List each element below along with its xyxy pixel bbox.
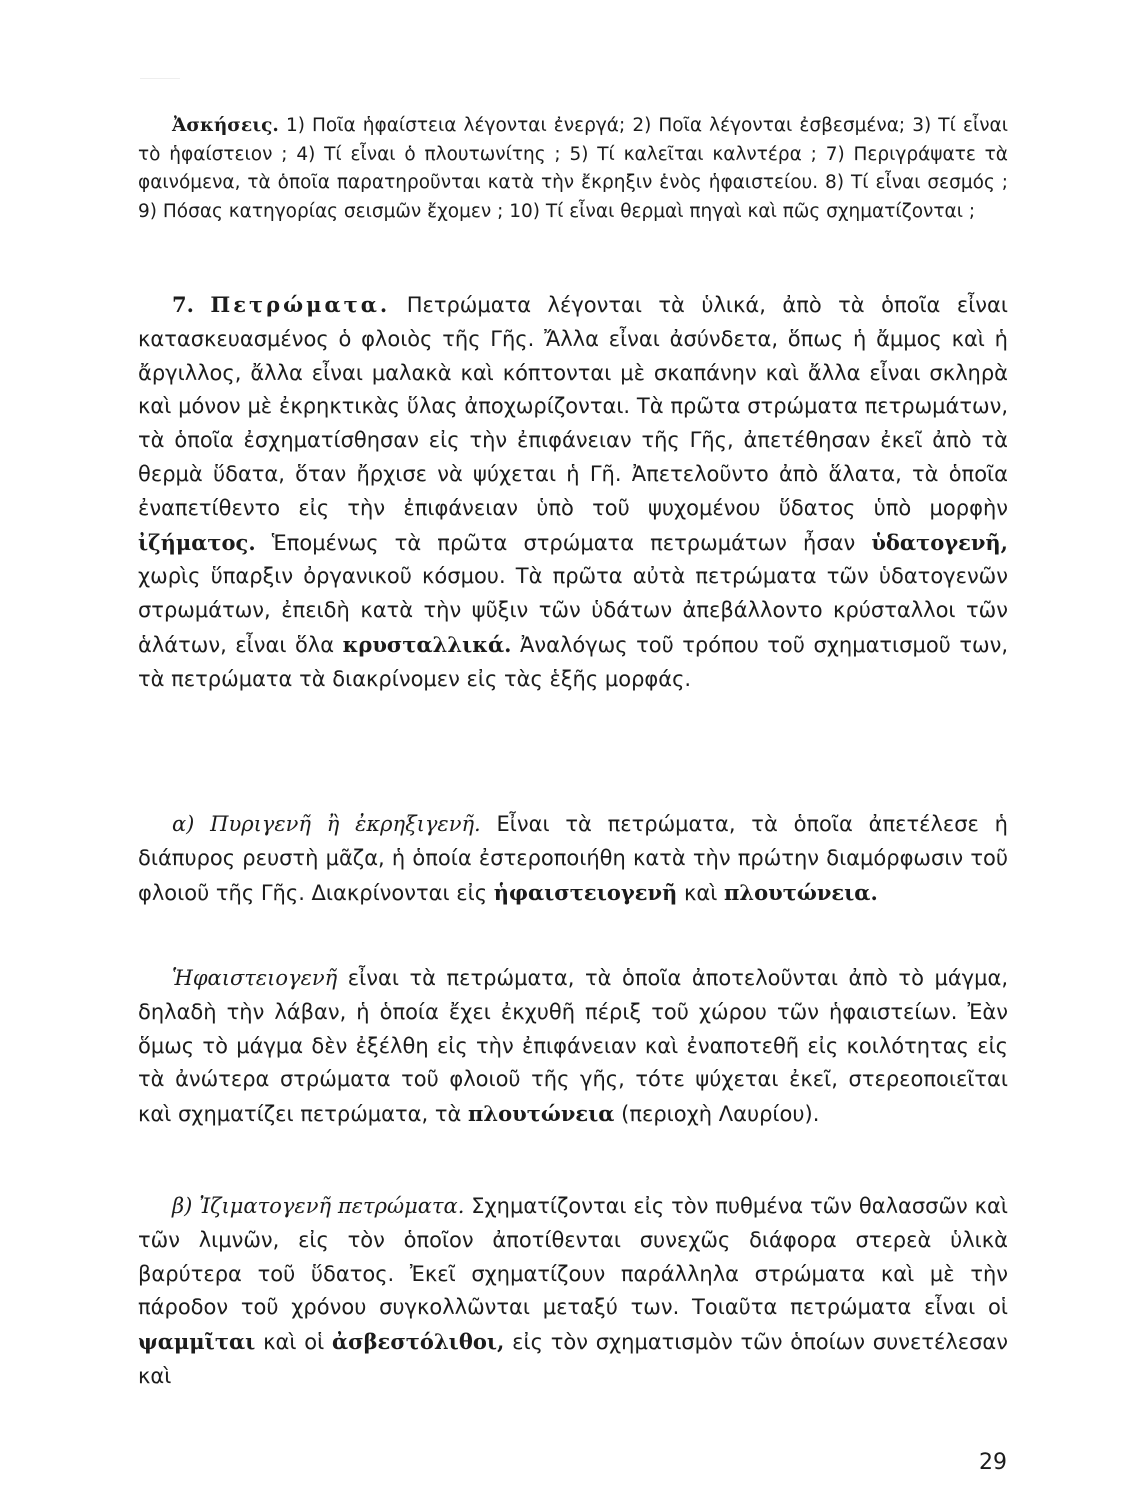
exercises-text: 1) Ποῖα ἡφαίστεια λέγονται ἐνεργά; 2) Ποῖα λέγονται ἐσβεσμένα; 3) Τί εἶναι τὸ ἡφαίστειον ; 4) Τί εἶναι ὁ πλουτωνίτης ; 5) Τί καλεῖται καλντέρα ; 7) Περιγράψατε τὰ φαινόμενα, τὰ ὁποῖα παρατηροῦνται κατὰ τὴν ἔκρηξιν ἑνὸς ἡφαιστείου. 8) Τί εἶναι σεσμός ; 9) Πόσας κατηγορίας σεισμῶν ἔχομεν ; 10) Τί εἶναι θερμαὶ πηγαὶ καὶ πῶς σχηματίζονται ;	[138, 115, 1008, 222]
section-title: Πετρώματα.	[210, 292, 391, 317]
term-volcanic: ἡφαιστειογενῆ	[493, 879, 678, 905]
sedimentary-text-3: εἰς τὸν σχηματισμὸν τῶν ὁποίων συνετέλεσαν καὶ	[138, 1330, 1008, 1388]
term-plutonic: πλουτώνεια.	[724, 879, 878, 905]
term-plutonic-2: πλουτώνεια	[468, 1101, 615, 1127]
pyrogenic-text-2: καὶ	[677, 880, 725, 905]
exercises-paragraph	[138, 112, 1008, 226]
section-text-2: Ἑπομένως τὰ πρῶτα στρώματα πετρωμάτων ἦσαν	[255, 530, 872, 555]
volcanic-paragraph	[138, 962, 1008, 1132]
term-sediment: ἰζήματος.	[138, 529, 256, 555]
volcanic-heading: Ἡφαιστειογενῆ	[172, 966, 338, 990]
sedimentary-paragraph	[138, 1190, 1008, 1394]
term-limestones: ἀσβεστόλιθοι,	[331, 1329, 505, 1355]
pyrogenic-paragraph	[138, 808, 1008, 910]
section-text-4: Ἀναλόγως τοῦ τρόπου τοῦ σχηματισμοῦ των, τὰ πετρώματα τὰ διακρίνομεν εἰς τὰς ἑξῆς μορφάς.	[138, 632, 1008, 691]
section-text-3: χωρὶς ὕπαρξιν ὀργανικοῦ κόσμου. Τὰ πρῶτα αὐτὰ πετρώματα τῶν ὑδατογενῶν στρωμάτων, ἐπειδὴ κατὰ τὴν ψῦξιν τῶν ὑδάτων ἀπεβάλλοντο κρύσταλλοι τῶν ἁλάτων, εἶναι ὅλα	[138, 564, 1008, 657]
term-sandstones: ψαμμῖται	[138, 1329, 256, 1355]
section-number: 7.	[172, 292, 194, 317]
pyrogenic-heading: α) Πυριγενῆ ἢ ἐκρηξιγενῆ.	[172, 812, 481, 836]
sedimentary-text-2: καὶ οἱ	[255, 1330, 332, 1355]
margin-mark	[140, 78, 180, 79]
section-rocks-paragraph	[138, 288, 1008, 697]
sedimentary-text-1: Σχηματίζονται εἰς τὸν πυθμένα τῶν θαλασσῶν καὶ τῶν λιμνῶν, εἰς τὸν ὁποῖον ἀποτίθενται συνεχῶς διάφορα στερεὰ ὑλικὰ βαρύτερα τοῦ ὕδατος. Ἐκεῖ σχηματίζουν παράλληλα στρώματα καὶ μὲ τὴν πάροδον τοῦ χρόνου συγκολλῶνται μεταξύ των. Τοιαῦτα πετρώματα εἶναι οἱ	[138, 1194, 1008, 1320]
pyrogenic-text-1: Εἶναι τὰ πετρώματα, τὰ ὁποῖα ἀπετέλεσε ἡ διάπυρος ρευστὴ μᾶζα, ἡ ὁποία ἐστεροποιήθη κατὰ τὴν πρώτην διαμόρφωσιν τοῦ φλοιοῦ τῆς Γῆς. Διακρίνονται εἰς	[138, 812, 1008, 905]
exercises-label: Ἀσκήσεις.	[172, 115, 279, 136]
section-text-1: Πετρώματα λέγονται τὰ ὑλικά, ἀπὸ τὰ ὁποῖα εἶναι κατασκευασμένος ὁ φλοιὸς τῆς Γῆς. Ἄλλα εἶναι ἀσύνδετα, ὅπως ἡ ἄμμος καὶ ἡ ἄργιλλος, ἄλλα εἶναι μαλακὰ καὶ κόπτονται μὲ σκαπάνην καὶ ἄλλα εἶναι σκληρὰ καὶ μόνον μὲ ἐκρηκτικὰς ὕλας ἀποχωρίζονται. Τὰ πρῶτα στρώματα πετρωμάτων, τὰ ὁποῖα ἐσχηματίσθησαν εἰς τὴν ἐπιφάνειαν τῆς Γῆς, ἀπετέθησαν ἐκεῖ ἀπὸ τὰ θερμὰ ὕδατα, ὅταν ἤρχισε νὰ ψύχεται ἡ Γῆ. Ἀπετελοῦντο ἀπὸ ἅλατα, τὰ ὁποῖα ἐναπετίθεντο εἰς τὴν ἐπιφάνειαν ὑπὸ τοῦ ψυχομένου ὕδατος ὑπὸ μορφὴν	[138, 293, 1008, 520]
sedimentary-heading: β) Ἰζιματογενῆ πετρώματα.	[172, 1194, 465, 1218]
term-crystalline: κρυσταλλικά.	[342, 631, 512, 657]
page-number: 29	[979, 1450, 1007, 1475]
volcanic-text-1: εἶναι τὰ πετρώματα, τὰ ὁποῖα ἀποτελοῦνται ἀπὸ τὸ μάγμα, δηλαδὴ τὴν λάβαν, ἡ ὁποία ἔχει ἐκχυθῆ πέριξ τοῦ χώρου τῶν ἡφαιστείων. Ἐὰν ὅμως τὸ μάγμα δὲν ἐξέλθη εἰς τὴν ἐπιφάνειαν καὶ ἐναποτεθῆ εἰς κοιλότητας εἰς τὰ ἀνώτερα στρώματα τοῦ φλοιοῦ τῆς γῆς, τότε ψύχεται ἐκεῖ, στερεοποιεῖται καὶ σχηματίζει πετρώματα, τὰ	[138, 966, 1008, 1127]
volcanic-text-2: (περιοχὴ Λαυρίου).	[614, 1102, 820, 1127]
term-water-origin: ὑδατογενῆ,	[871, 529, 1008, 555]
